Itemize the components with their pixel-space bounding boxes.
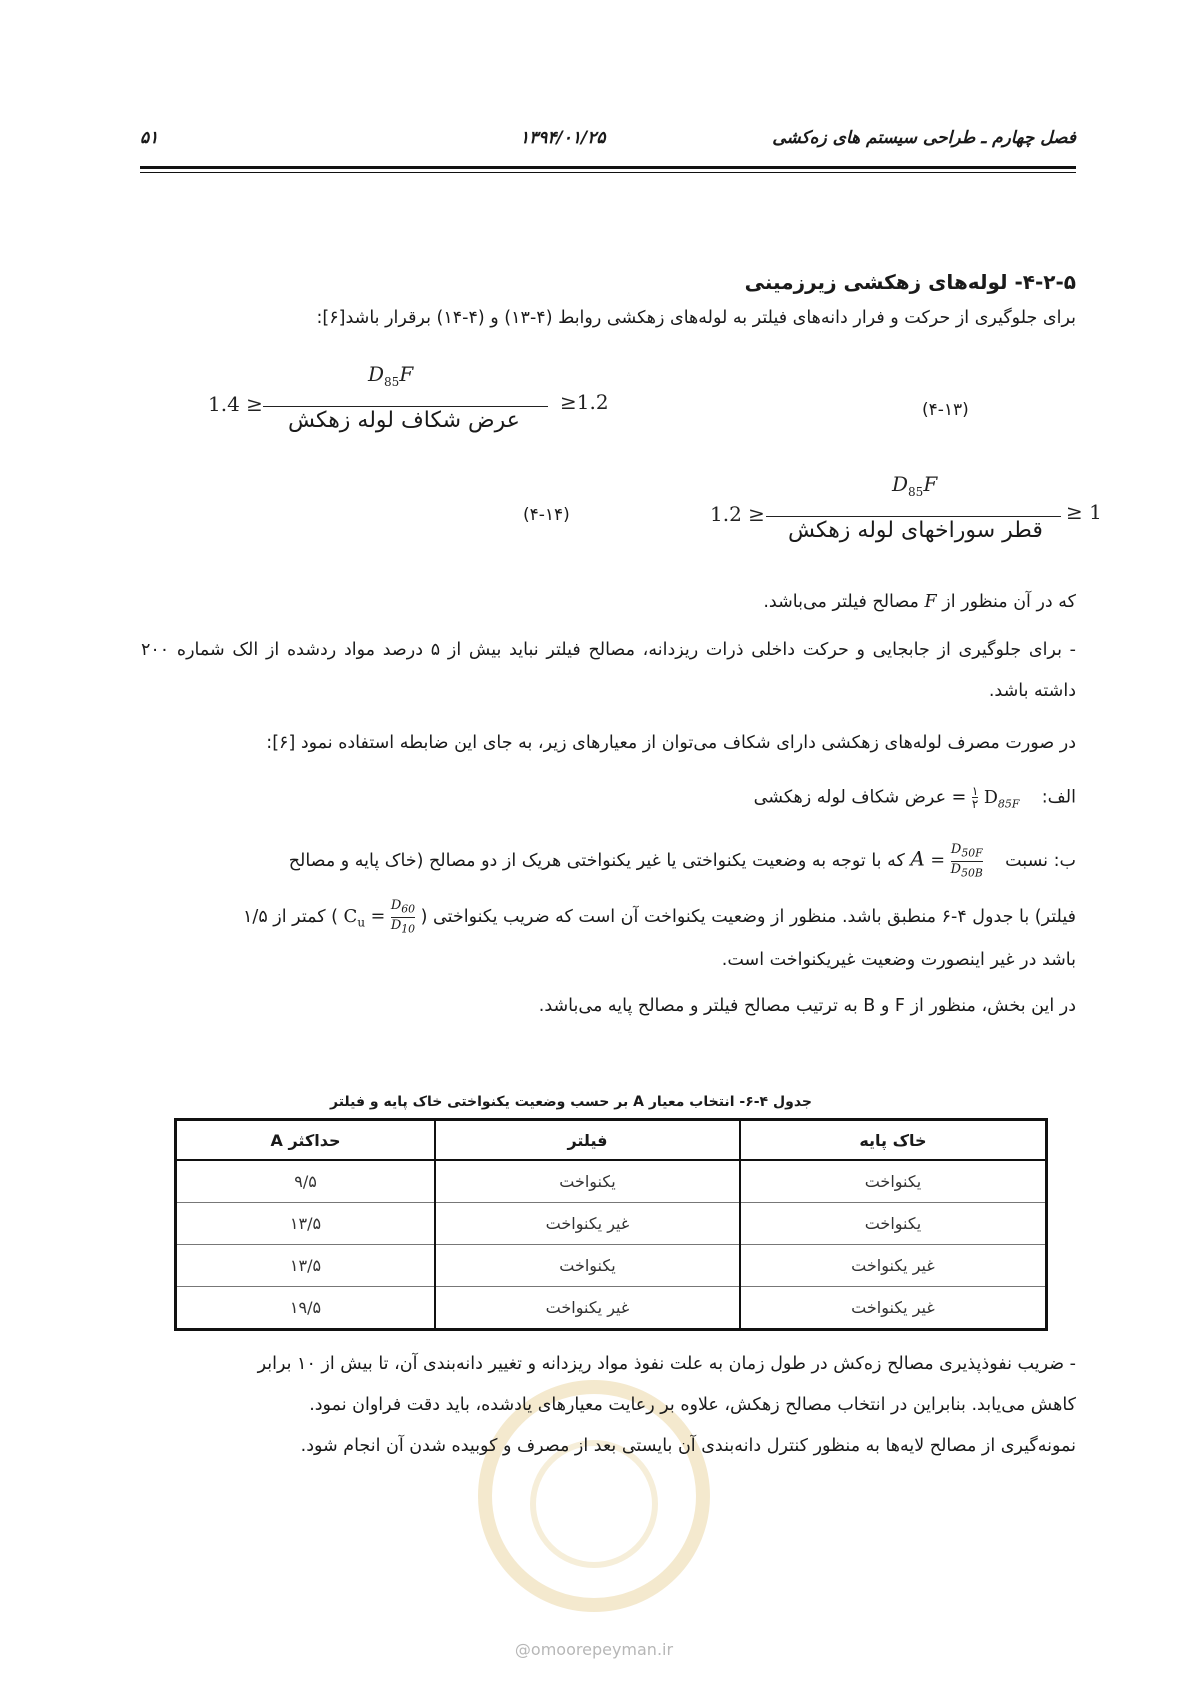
paragraph-permeability: - ضریب نفوذپذیری مصالح زه‌کش در طول زمان به علت نفوذ مواد ریزدانه و تغییر دانه‌بندی آن، تا بیش از ۱۰ برابر کاهش می‌یابد. بنابراین در انتخاب مصالح زهکش، علاوه بر رعایت معیارهای یادشده، باید دقت فراوان نمود. xyxy=(257,1354,1076,1415)
alef-d85f: $D_{85F}$ xyxy=(983,787,1020,810)
cell-max-a: ۱۹/۵ xyxy=(176,1287,436,1330)
criteria-table xyxy=(174,1118,1048,1331)
table-caption: جدول ۴-۶- انتخاب معیار A بر حسب وضعیت یکنواختی خاک پایه و فیلتر xyxy=(330,1094,812,1110)
equation-13 xyxy=(208,362,638,468)
cell-max-a: ۱۳/۵ xyxy=(176,1245,436,1287)
cell-max-a: ۹/۵ xyxy=(176,1160,436,1203)
paragraph-slotted-pipes: در صورت مصرف لوله‌های زهکشی دارای شکاف می‌توان از معیارهای زیر، به جای این ضابطه استفاده نمود [۶]: xyxy=(266,733,1076,753)
cell-filter: غیر یکنواخت xyxy=(435,1203,740,1245)
cell-filter: یکنواخت xyxy=(435,1160,740,1203)
ratio-a-formula: A = $\frac{D_{50F}}{D_{50B}}$ xyxy=(910,842,983,880)
alef-fraction: ۱ ۲ xyxy=(971,784,979,811)
cell-base-soil: غیر یکنواخت xyxy=(740,1287,1047,1330)
section-intro: برای جلوگیری از حرکت و فرار دانه‌های فیلتر به لوله‌های زهکشی روابط (۴-۱۳) و (۴-۱۴) برقرار باشد[۶]: xyxy=(316,308,1076,328)
cell-filter: یکنواخت xyxy=(435,1245,740,1287)
eq13-number: (۴-۱۳) xyxy=(922,400,969,420)
cell-base-soil: غیر یکنواخت xyxy=(740,1245,1047,1287)
col-header-filter: فیلتر xyxy=(435,1120,740,1161)
cu-formula: $C_u$ = $\frac{D_{60}}{D_{10}}$ xyxy=(343,898,416,936)
paragraph-fine-particles: - برای جلوگیری از جابجایی و حرکت داخلی ذرات ریزدانه، مصالح فیلتر نباید بیش از ۵ درصد مواد ردشده از الک شماره ۲۰۰ داشته باشد. xyxy=(141,640,1076,701)
eq14-left: 1.2 ≥ xyxy=(710,502,765,526)
eq14-numerator: $D_{85}F$ xyxy=(892,472,938,499)
eq13-numerator: $D_{85}F$ xyxy=(368,362,414,389)
eq13-right: ≥1.2 xyxy=(560,390,609,414)
eq13-fraction-bar xyxy=(263,406,548,407)
table-row xyxy=(176,1245,1047,1287)
cell-base-soil: یکنواخت xyxy=(740,1203,1047,1245)
criterion-be-line3: باشد در غیر اینصورت وضعیت غیریکنواخت است. xyxy=(721,950,1076,970)
table-row xyxy=(176,1203,1047,1245)
eq14-fraction-bar xyxy=(766,516,1061,517)
eq13-left: 1.4 ≥ xyxy=(208,392,263,416)
eq14-number: (۴-۱۴) xyxy=(523,505,570,525)
eq14-right: ≥ 1 xyxy=(1066,500,1102,524)
section-heading: ۴-۲-۵- لوله‌های زهکشی زیرزمینی xyxy=(744,270,1076,294)
cell-max-a: ۱۳/۵ xyxy=(176,1203,436,1245)
paragraph-section-note: در این بخش، منظور از F و B به ترتیب مصالح فیلتر و مصالح پایه می‌باشد. xyxy=(538,996,1076,1016)
col-header-max-a: حداکثر A xyxy=(176,1120,436,1161)
equation-14 xyxy=(710,472,1110,578)
table-row xyxy=(176,1160,1047,1203)
paragraph-where: که در آن منظور از F مصالح فیلتر می‌باشد. xyxy=(763,592,1076,612)
alef-text: عرض شکاف لوله زهکشی xyxy=(753,787,947,808)
table-header-row xyxy=(176,1120,1047,1161)
alef-label: الف: xyxy=(1041,787,1076,808)
criterion-alef: الف: $D_{85F}$ ۱ ۲ = عرض شکاف لوله زهکشی xyxy=(753,784,1076,811)
col-header-base-soil: خاک پایه xyxy=(740,1120,1047,1161)
eq14-denominator: قطر سوراخهای لوله زهکش xyxy=(788,518,1043,543)
table-row xyxy=(176,1287,1047,1330)
criterion-be-line1: ب: نسبت A = $\frac{D_{50F}}{D_{50B}}$ که با توجه به وضعیت یکنواختی یا غیر یکنواختی هریک از دو مصالح (خاک پایه و مصالح xyxy=(288,842,1076,880)
cell-base-soil: یکنواخت xyxy=(740,1160,1047,1203)
header-date: ۱۳۹۴/۰۱/۲۵ xyxy=(520,128,606,148)
header-rule xyxy=(140,166,1076,169)
cell-filter: غیر یکنواخت xyxy=(435,1287,740,1330)
paragraph-sampling: نمونه‌گیری از مصالح لایه‌ها به منظور کنترل دانه‌بندی آن بایستی بعد از مصرف و کوبیده شدن آن انجام شود. xyxy=(300,1436,1076,1456)
watermark-seal-inner xyxy=(530,1440,658,1568)
header-rule-thin xyxy=(140,172,1076,173)
criterion-be-line2: فیلتر) با جدول ۴-۶ منطبق باشد. منظور از وضعیت یکنواخت آن است که ضریب یکنواختی ( $C_u$ = $\frac{D_{60}}{D_{10}}$ ) کمتر از ۱/۵ xyxy=(243,898,1076,936)
page-number: ۵۱ xyxy=(140,128,159,148)
eq13-denominator: عرض شکاف لوله زهکش xyxy=(288,408,520,433)
watermark-site: @omoorepeyman.ir xyxy=(514,1640,674,1659)
chapter-title: فصل چهارم ـ طراحی سیستم های زه‌کشی xyxy=(772,128,1076,148)
